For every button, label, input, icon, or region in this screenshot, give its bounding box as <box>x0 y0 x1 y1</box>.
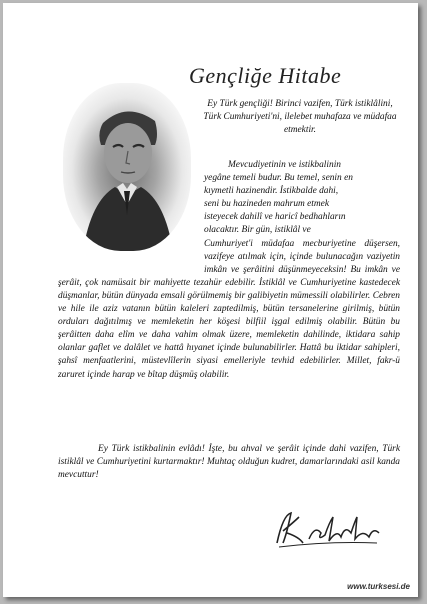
body-line: Mevcudiyetinin ve istikbalinin <box>228 160 341 170</box>
body-line: olacaktır. Bir gün, istiklâl ve <box>204 225 311 236</box>
page-title: Gençliğe Hitabe <box>189 63 342 88</box>
body-rest-text: Cumhuriyet'i müdafaa mecburiyetine düşersen, vazifeye atılmak için, içinde bulunacağın vaziyetin imkân ve şerâitini düşünmeyeceksin! Bu imkân ve şerâit, çok namüsait bir mahiyette tezahür edebilir. İstiklâl ve Cumhuriyetine kastedecek düşmanlar, bütün dünyada emsali görülmemiş bir galibiyetin mümessili olabilirler. Cebren ve hile ile aziz vatanın bütün kaleleri zaptedilmiş, bütün tersanelerine girilmiş, bütün orduları dağıtılmış ve memleketin her köşesi bilfiil işgal edilmiş olabilir. Bütün bu şerâitten daha elîm ve daha vahim olmak üzere, memleketin dahilinde, iktidara sahip olanlar gaflet ve dalâlet ve hattâ hıyanet içinde bulunabilirler. Hattâ bu iktidar sahipleri, şahsî menfaatlerini, müstevlîlerin siyasi emelleriyle tevhid edebilirler. Millet, fakr-ü zaruret içinde harap ve bîtap düşmüş olabilir. <box>58 238 400 380</box>
signature <box>269 503 389 553</box>
final-paragraph: Ey Türk istikbalinin evlâdı! İşte, bu ahval ve şerâit içinde dahi vazifen, Türk istiklâl ve Cumhuriyetini kurtarmaktır! Muhtaç olduğun kudret, damarlarındaki asil kanda mevcuttur! <box>58 444 400 481</box>
body-line: yegâne temeli budur. Bu temel, senin en <box>204 173 353 184</box>
website-url: www.turksesi.de <box>347 582 410 591</box>
body-line: kıymetli hazinendir. İstikbalde dahi, <box>204 186 339 197</box>
body-line: isteyecek dahilî ve haricî bedhahların <box>204 212 346 223</box>
intro-paragraph: Ey Türk gençliği! Birinci vazifen, Türk istiklâlini, Türk Cumhuriyeti'ni, ilelebet muhafaza ve müdafaa etmektir. <box>203 99 397 136</box>
body-line: seni bu hazineden mahrum etmek <box>204 199 329 210</box>
document-page <box>3 3 418 597</box>
body-paragraph <box>58 159 400 382</box>
